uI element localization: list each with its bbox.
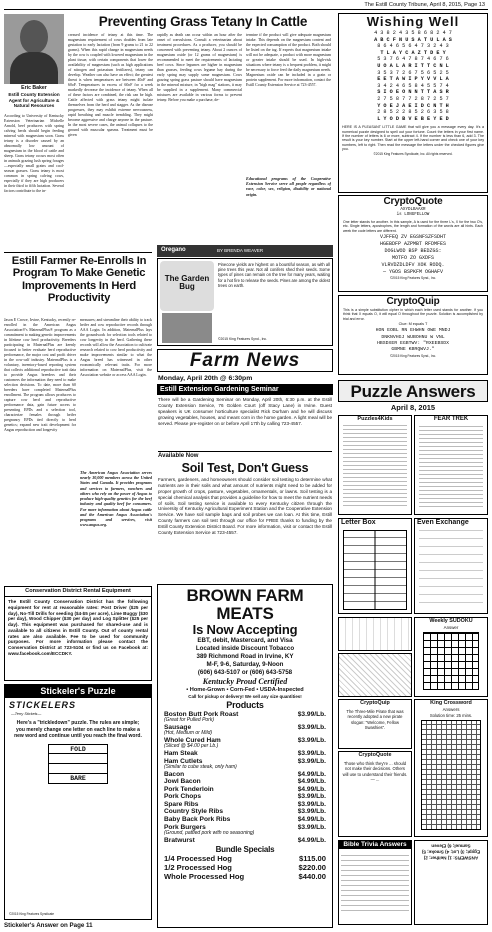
king-crossword-answer xyxy=(414,699,488,837)
answers-banner xyxy=(338,380,488,402)
bible-trivia-answer xyxy=(338,840,412,925)
page-header: The Estill County Tribune, April 8, 2015, Page 13 xyxy=(4,1,488,10)
wishing-well-row: L Y O D B V E B E Y E D xyxy=(377,115,449,122)
product-price: $3.99/Lb. xyxy=(297,749,326,757)
meats-accepting: Is Now Accepting xyxy=(192,622,298,637)
cryptoquip-answer-title: CryptoQuip xyxy=(360,700,390,706)
puzzles4kids-answer xyxy=(338,415,412,515)
grass-text-col1: According to University of Kentucky Extension Veterinarian Michelle Arnold, beef producers with spring calving herds should begin feeding mineral with magnesium soon. Grass tetany is a disorder caused by an abnormally low amount of magnesium in the blood of cattle and sheep. Grass tetany occurs most often in animals grazing lush spring forages—especially small grains and cool-season grasses. Grass tetany is most common in spring calving cows, especially if they are high producers in their third to fifth lactation. Several factors contribute to the in- xyxy=(4,114,64,193)
cryptoquote-line: VLRVDZDLDFV XOK RODQ. xyxy=(381,262,445,269)
product-price: $4.99/Lb. xyxy=(297,770,326,778)
wishing-well-title: Wishing Well xyxy=(366,14,460,29)
product-price: $220.00 xyxy=(298,863,326,873)
wishing-well-row: 3 4 2 4 6 5 8 4 5 5 7 4 xyxy=(377,82,449,89)
meats-products: Products xyxy=(226,699,264,710)
oregano-byline: BY BRENDA WEAVER xyxy=(217,248,264,253)
seminar-text: There will be a Gardening Seminar on Monday, April 20th, 6:30 p.m. at the Estill County Extension Service, 76 Golden Court (off Stacy Lane) in Irvine. Guest speakers is UK consumer horticulture specialist Rick Durham and he will discuss growing vegetables, houses, and meant corn in the home garden. A light meal will be served. Please pre-register on or before April 17th by calling 723-4557. xyxy=(158,397,332,426)
meats-call: Call for pickup or delivery! We sell any size quantities! xyxy=(188,694,302,700)
meats-bundle-title: Bundle Specials xyxy=(215,845,275,855)
puzzles4kids-grid xyxy=(343,425,407,509)
even-exchange-answer xyxy=(414,518,488,614)
garden-bug-box xyxy=(157,258,333,346)
meats-phone: (606) 643-5107 or (606) 643-5758 xyxy=(197,668,293,676)
meats-location: Located inside Discount Tobacco xyxy=(195,644,295,652)
product-name: Ham Cutlets xyxy=(164,757,203,765)
wishing-well-row: A B C F N U S A T U L A S xyxy=(374,36,452,43)
wishing-well-instructions: HERE IS A PLEASANT LITTLE GAME that will give you a message every day. It's a numerical puzzle designed to spell out your fortune. Count the letters in your first name. If the number of letters is 6 or more, subtract 4. If the number is less than 6, add 3. The result is your key number. Start at the upper left-hand corner and check one of your key numbers, left to right. Then read the message the letters under the checked figures give you. xyxy=(342,125,484,151)
cryptoquote-puzzle xyxy=(339,234,487,276)
meat-item-row xyxy=(164,786,326,794)
cryptoquip-line: DNKNVHGJ WUBOHNU W VNL xyxy=(381,334,445,340)
farm-news-title: Farm News xyxy=(189,350,301,371)
grass-text-col3: rapidly as death can occur within an hour after the onset of convulsions. Consult a veterinarian about treatment procedures. As a producer, you should be concerned with preventing tetany. About 2 ounces of magnesium oxide (or 12 grams of magnesium) is recommended to meet the requirements of lactating beef cows. Since legumes are higher in magnesium than grasses, feeding cows legume hay during the early spring may supply some magnesium. Cows grazing spring grass pasture should have magnesium in the mineral mixture, in "high mag" stations, it may be supplied in a supplement. Many commercial mixtures are available in various forms to prevent tetany. Before you make a purchase, de- xyxy=(157,33,242,102)
meats-title: BROWN FARM MEATS xyxy=(186,586,304,623)
product-name: Pork Burgers xyxy=(164,823,206,831)
product-name: 1/4 Processed Hog xyxy=(164,854,232,864)
garden-bug-credit: ©2015 King Features Synd., Inc. xyxy=(218,337,268,341)
product-name: Jowl Bacon xyxy=(164,778,201,786)
wishing-well-box xyxy=(338,13,488,193)
cryptoquip-credit: ©2015 King Features Synd., Inc. xyxy=(389,353,437,358)
product-name: Pork Tenderloin xyxy=(164,785,214,793)
product-price: $4.99/Lb. xyxy=(297,816,326,824)
available-now: Available Now xyxy=(158,451,332,461)
seminar-bar xyxy=(157,384,333,395)
byline-title: Estill County Extension Agent for Agriculture & Natural Resources xyxy=(8,92,60,108)
meat-item-row xyxy=(164,778,326,786)
genetic-note: The American Angus Association serves nearly 30,000 members across the United States and Canada. It provides programs and services to farmers, ranchers and others who rely on the power of Angus to produce high-quality genetics for the beef industry and quality beef for consumers. For more information about Angus cattle and the American Angus Association's programs and services, visit www.angus.org. xyxy=(80,470,152,528)
bible-trivia-solution xyxy=(414,840,488,925)
product-price: $4.99/Lb. xyxy=(297,778,326,786)
cryptoquote-answer-title: CryptoQuote xyxy=(358,752,392,758)
product-price: $3.99/Lb. xyxy=(297,723,326,731)
meat-item-row xyxy=(164,801,326,809)
even-exchange-title: Even Exchange xyxy=(417,519,469,526)
stickeler-title: Stickeler's Puzzle xyxy=(5,685,151,698)
wishing-well-row: 8 6 4 6 5 6 4 7 3 2 4 3 xyxy=(377,43,449,50)
cryptoquote-credit: ©2015 King Features Synd., Inc. xyxy=(389,276,437,281)
product-name: Pork Chops xyxy=(164,793,202,801)
wishing-well-credit: ©2015 King Features Syndicate, Inc. All rights reserved. xyxy=(373,152,453,157)
cryptoquote-box xyxy=(338,195,488,292)
product-name: Whole Processed Hog xyxy=(164,871,245,881)
product-name: (Ground, pattied pork with no seasoning) xyxy=(164,830,255,837)
meat-item-row xyxy=(164,771,326,779)
letter-box-answer xyxy=(338,518,412,614)
cryptoquote-answer-text: Those who think they're ... should not make their decisions. Others will use to understand their friends. — ... xyxy=(342,760,408,783)
cryptoquote-line: HGEBDFP AZPMBT RFDMFES xyxy=(379,241,446,248)
meat-item-row xyxy=(164,837,326,845)
soil-test-title: Soil Test, Don't Guess xyxy=(181,461,309,475)
product-price: $115.00 xyxy=(298,854,326,864)
genetic-text-col1: Jason E Crowe, Irvine, Kentucky, recently re-enrolled in the American Angus Association®'s MaternalPlus® program as a commitment to making genetic improvements in lifetime cow herd productivity. Breeders participating in MaternalPlus are keenly focused to better evaluate herd reproductive performance, the major cost and profit driver in the cow-calf industry. MaternalPlus is a voluntary, inventory-based reporting system that collects additional reproductive trait data to provide Angus breeders and their customers the information they need to make selection decisions. To date, more than 60 breeders have completed MaternalPlus enrollment. The program allows producers to capture cow herd and reproductive performance data, gain future access to presenting EPDs and a selection tool, characterize females through heifer pregnancy EPDs tied directly to herd genetics; expand new trait development for Angus reproduction and longevity xyxy=(4,318,76,432)
product-name: (Similar to cube steak, only ham) xyxy=(164,764,237,771)
sudoku-grid xyxy=(423,632,479,690)
fear-trek-title: FEAR TREK xyxy=(433,416,469,422)
king-crossword-grid xyxy=(421,720,481,830)
cryptoquote-sample: AXYDLBAAXR is LONGFELLOW xyxy=(396,208,430,218)
wishing-well-grid xyxy=(342,30,484,122)
answers-date: April 8, 2015 xyxy=(390,403,436,412)
puzzles4kids-title: Puzzles4Kids xyxy=(357,416,393,422)
sudoku-answer xyxy=(414,617,488,697)
product-name: (Hot, Medium or Mild) xyxy=(164,730,213,737)
farm-news-date: Monday, April 20th @ 6:30pm xyxy=(158,375,253,382)
stickeler-answer-note: Stickeler's Answer on Page 11 xyxy=(4,922,93,929)
product-name: Whole Cured Ham xyxy=(164,736,221,744)
fear-trek-answer xyxy=(414,415,488,515)
meats-payment: EBT, debit, Mastercard, and Visa xyxy=(197,637,293,644)
rental-title: Conservation District Rental Equipment xyxy=(5,587,151,597)
even-exchange-list xyxy=(419,530,483,610)
cryptoquote-answer xyxy=(338,751,412,837)
product-price: $3.99/Lb. xyxy=(297,793,326,801)
product-price: $3.99/Lb. xyxy=(297,736,326,744)
bible-trivia-answers-text: ANSWERS: 1) Neither; 2) Egypt; 3) Lot; 4) Smoke; 5) Samuel; 6) Eleven xyxy=(421,843,481,861)
stickeler-credit: ©2015 King Features Syndicate xyxy=(9,911,55,916)
cryptoquote-line: — YGOS BSPKFM OGHAFV xyxy=(382,269,443,276)
product-price: $4.99/Lb. xyxy=(297,836,326,844)
oregano-illustration xyxy=(162,313,212,343)
stickeler-author: —Terry Stickels— xyxy=(11,711,42,716)
meats-proud: Kentucky Proud Certified xyxy=(202,676,288,686)
seminar-title: Estill Extension Gardening Seminar xyxy=(160,386,279,393)
soil-test-text: Farmers, gardeners, and homeowners should consider soil testing to determine what nutrients are in their soils and what amount of nutrients might need to be added for proper growth of crops, pasture, vegetables, ornamentals, or lawns. Soil testing is a special chemical analysis that provides a guideline for how to meet the nutrient needs of soils. Soil testing service is available to every Kentucky citizen through the University of Kentucky Agricultural Experiment Station and the Cooperative Extension Service. We have soil sample bags and soil probes we can loan. At this time, Estill County farmers can soil test through our office for FREE thanks to funding by the Estill County Extension District Board. For more information, visit or contact the Estill County Extension Service at 723-4557. xyxy=(158,477,332,535)
product-price: $4.99/Lb. xyxy=(297,785,326,793)
product-name: Sausage xyxy=(164,723,192,731)
sudoku-title: Weekly SUDOKU xyxy=(429,618,473,624)
product-price: $3.99/Lb. xyxy=(297,823,326,831)
product-name: (Sliced @ $4.00 per Lb.) xyxy=(164,743,219,750)
cryptoquote-line: VJFFEQ ZV EGSNFSZFSDHT xyxy=(379,234,446,241)
product-name: Boston Butt Pork Roast xyxy=(164,710,239,718)
genetic-headline: Estill Farmer Re-Enrolls In Program To Make Genetic Improvements In Herd Productivity xyxy=(11,255,147,305)
fear-trek-grid xyxy=(419,426,483,510)
meat-item-row xyxy=(164,793,326,801)
wishing-well-row: 2 7 5 8 7 7 2 8 7 2 5 7 xyxy=(377,95,449,102)
garden-bug-logo xyxy=(160,261,214,311)
wishing-well-row: E E T A W I P Y V V L A xyxy=(377,76,449,83)
grass-headline: Preventing Grass Tetany In Cattle xyxy=(98,14,308,29)
cryptoquote-line: DOGLWOD BSP BEDZGS: xyxy=(384,248,442,255)
cryptoquip-answer xyxy=(338,699,412,749)
cryptoquip-line: HBSDXER EGBTWV: "RXEEBSDX xyxy=(377,341,449,347)
wishing-well-row: 2 8 5 2 2 8 5 2 6 3 5 8 xyxy=(377,109,449,116)
wishing-well-row: S I O E O N N T T A S R xyxy=(377,89,449,96)
product-name: Bratwurst xyxy=(164,836,195,844)
cryptoquip-intro: This is a simple substitution cipher in which each letter used stands for another. If you think that X equals O, it will equal O throughout the puzzle. Solution is accomplished by trial and error. xyxy=(343,308,483,321)
stickeler-blank-2[interactable] xyxy=(48,764,108,774)
answers-title: Puzzle Answers xyxy=(350,382,476,401)
wishing-well-row: Y O E J A E I D C N T H xyxy=(377,102,449,109)
oregano-strip xyxy=(157,245,333,257)
product-price: $3.99/Lb. xyxy=(297,808,326,816)
bible-trivia-image xyxy=(341,851,409,915)
brown-farm-ad xyxy=(157,584,333,928)
letter-box-title: Letter Box xyxy=(341,519,376,526)
cryptoquote-title: CryptoQuote xyxy=(383,196,443,207)
bible-trivia-title: Bible Trivia Answers xyxy=(339,841,411,849)
product-price: $440.00 xyxy=(298,871,326,881)
meat-item-row xyxy=(164,750,326,758)
stickeler-end-word: BARE xyxy=(48,774,108,784)
stickeler-logo: STICKELERS xyxy=(9,700,77,710)
word-search-answer xyxy=(338,653,412,697)
rental-box xyxy=(4,586,152,681)
stickeler-ladder xyxy=(48,744,108,784)
rental-text: The Estill County Conservation District has the following equipment for rent at reasonable rates: Post Driver ($25 per day), No-Till Drills for seeding ($4-$5 per acre), Lime Buggy ($30 per day), Wood Chipper ($30 per day) and Log Splitter ($25 per day). This equipment was purchased for shared-use and is available to all citizens in Estill County. Out of county rental rates are also available. Fee to be used for community purposes. For more information please contact the Conservation District at 723-5104 or find us on Facebook at: www.facebook.com/ECCDKY. xyxy=(8,599,148,656)
king-crossword-sub: Answers xyxy=(442,706,460,712)
stickeler-start-word: FOLD xyxy=(48,744,108,754)
product-price: $3.99/Lb. xyxy=(297,710,326,718)
wishing-well-row: T L A Y C A Z T D E Y xyxy=(380,49,446,56)
oregano-label: Oregano xyxy=(161,247,186,253)
stickeler-box xyxy=(4,684,152,920)
king-crossword-title: King Crossword xyxy=(430,700,472,706)
bundle-item-row xyxy=(164,873,326,882)
cryptoquip-puzzle xyxy=(339,328,487,354)
product-name: Ham Steak xyxy=(164,749,198,757)
garden-bug-title: The Garden Bug xyxy=(164,274,210,291)
product-price: $3.99/Lb. xyxy=(297,800,326,808)
product-price: $3.99/Lb. xyxy=(297,757,326,765)
product-name: Country Style Ribs xyxy=(164,808,223,816)
grass-note: Educational programs of the Cooperative Extension Service serve all people regardless of race, color, sex, religion, disability or national origin. xyxy=(246,176,331,197)
cryptoquip-box xyxy=(338,295,488,375)
letter-box-grid xyxy=(343,530,407,610)
meat-item-row xyxy=(164,808,326,816)
product-name: Bacon xyxy=(164,770,185,778)
stickeler-text: Here's a "trickledown" puzzle. The rules are simple; you merely change one letter on each line to make a new word and continue until you reach the final word. xyxy=(14,720,142,740)
cryptoquote-line: MOTFO ZO GXDFS xyxy=(391,255,434,262)
garden-bug-text: Pinecone yields are highest on a bountiful season, as with all pine trees this year. Not all conifers shed their seeds. Some types of pines can remain on the tree for many years, waiting for a hot fire to release the seeds. Pines are among the oldest trees on earth. xyxy=(218,262,330,288)
summer-olympics-answer xyxy=(338,617,412,651)
genetic-text-col2: measures; and streamline their ability to track heifer and cow reproductive records through AAA Login. In addition, MaternalPlus lays the groundwork for selection tools related to cow longevity in the herd. Gathering these records will allow the Association to cultivate research related to cow herd productivity and make improvements similar to what the Angus breed has witnessed in other economically relevant traits. For more information on MaternalPlus, visit the Association website or access AAA Login. xyxy=(80,318,152,377)
grass-text-col2: creased incidence of tetany at this time. The magnesium requirement of cows doubles from late gestation to early lactation (from 9 grams to 21 to 22 grams). When this rapid change in magnesium needs by the cow is coupled with lowered magnesium in the plant tissue, with certain components that lower the availability of magnesium (such as high applications of nitrogen and potassium fertilizers), tetany can develop. Weather can also have an effect; the greatest threat is when temperatures are between 40oF and 60oF. Temperatures in excess of 60oF for a week markedly decrease the incidence of tetany. When all of these factors are combined, the risk can be high. Cattle affected with grass tetany might isolate themselves from the herd and stagger. As the disease progresses, they may exhibit extreme nervousness, rapid breathing and muscle trembling. They might become aggressive and charge anyone in the pasture. In the most severe cases, the animal collapses to the ground with muscular spasms. Treatment must be given xyxy=(68,33,153,137)
meats-address: 389 Richmond Road in Irvine, KY xyxy=(196,652,294,660)
cryptoquote-intro: One letter stands for another. In this sample, A is used for the three L's, X for the two O's, etc. Single letters, apostrophes, the length and formation of the words are all hints. Each week the code letters are different. xyxy=(343,219,483,233)
byline-name: Eric Baker xyxy=(21,85,47,91)
meats-natural: • Home-Grown • Corn-Fed • USDA-Inspected xyxy=(186,686,304,693)
wishing-well-row: 4 3 8 2 4 3 5 8 6 8 2 4 7 xyxy=(374,30,452,36)
product-name: (Great for Pulled Pork) xyxy=(164,717,215,724)
king-crossword-solution: Solution time: 25 mins. xyxy=(429,712,473,718)
product-name: Baby Back Pork Ribs xyxy=(164,816,231,824)
wishing-well-row: U O A L A R I T T C N L xyxy=(377,62,449,69)
product-name: 1/2 Processed Hog xyxy=(164,863,232,873)
meats-product-list xyxy=(164,711,326,845)
cryptoquip-clue: Clue: M equals T xyxy=(398,322,428,327)
farm-news-banner xyxy=(157,349,333,372)
meat-item-row xyxy=(164,816,326,824)
meats-hours: M-F, 9-6, Saturday, 9-Noon xyxy=(206,660,284,668)
cryptoquip-answer-text: The Three-Mile Pirate that was recently adopted a new pirate slogan: "Welcome, Fellow Swashies". xyxy=(346,708,404,731)
product-name: Spare Ribs xyxy=(164,800,199,808)
wishing-well-row: 5 3 7 6 4 7 8 7 4 6 7 6 xyxy=(377,56,449,63)
cryptoquip-line: HON EOBL RN EHWHN OWE MNDJ xyxy=(375,328,451,334)
author-photo xyxy=(4,14,64,84)
sudoku-sub: Answer xyxy=(443,624,459,630)
meats-bundle-list xyxy=(164,855,326,881)
cryptoquip-title: CryptoQuip xyxy=(386,296,440,307)
grass-text-col4: termine if the product will give adequate magnesium intake. This depends on the magnesium content and the expected consumption of the product. Both should be listed on the tag. If experts that magnesium intake will not be adequate, a product with more magnesium or greater intake should be used. In high-risk situations where tetany is a frequent problem, it might be necessary to force feed the daily magnesium needs. Magnesium oxide can be included in a grain or protein supplement. For more information, contact the Estill County Extension Service at 723-4557. xyxy=(246,33,331,87)
stickeler-blank-1[interactable] xyxy=(48,754,108,764)
wishing-well-row: 3 5 3 7 2 6 7 5 6 5 2 5 xyxy=(377,69,449,76)
cryptoquip-line: GBMNE KBRQWVJ." xyxy=(391,347,435,353)
